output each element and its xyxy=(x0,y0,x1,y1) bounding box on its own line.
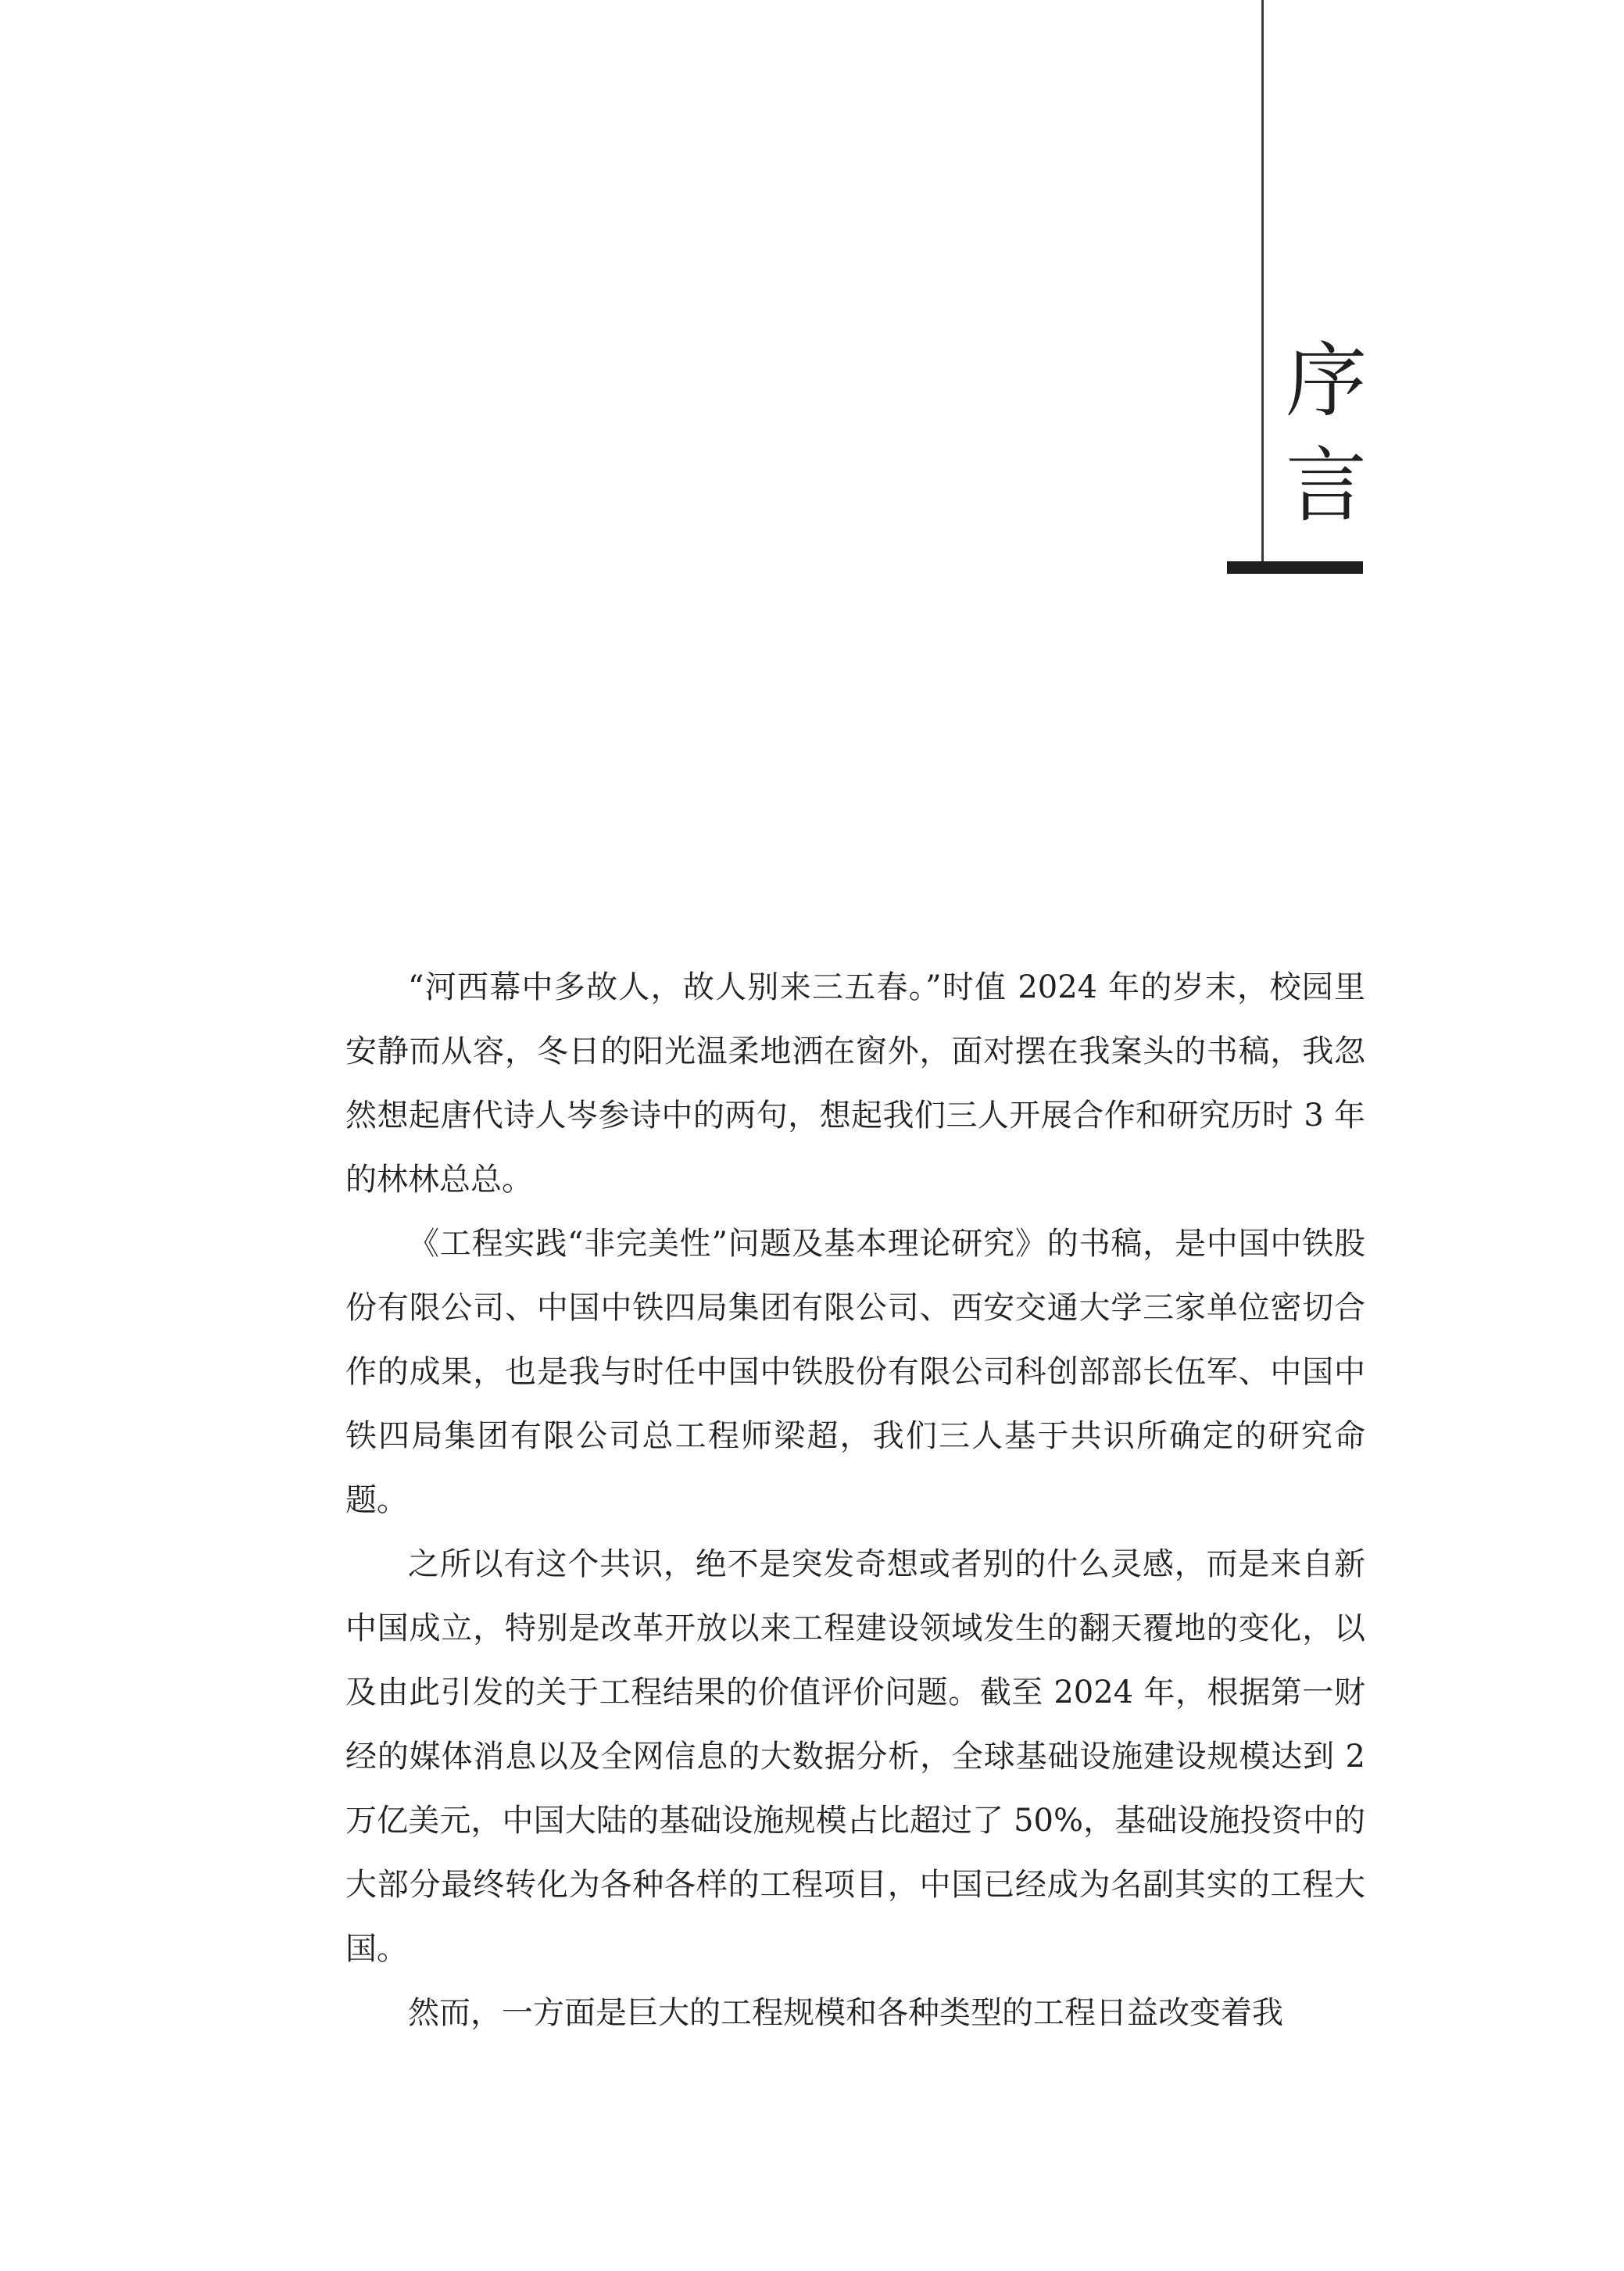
paragraph-2: 《工程实践“非完美性”问题及基本理论研究》的书稿，是中国中铁股份有限公司、中国中铁四局集团有限公司、西安交通大学三家单位密切合作的成果，也是我与时任中国中铁股份有限公司科创部部长伍军、中国中铁四局集团有限公司总工程师梁超，我们三人基于共识所确定的研究命题。 xyxy=(345,1226,1365,1518)
paragraph-3: 之所以有这个共识，绝不是突发奇想或者别的什么灵感，而是来自新中国成立，特别是改革开放以来工程建设领域发生的翻天覆地的变化，以及由此引发的关于工程结果的价值评价问题。截至 2024 年，根据第一财经的媒体消息以及全网信息的大数据分析，全球基础设施建设规模达到 2 万亿美元，中国大陆的基础设施规模占比超过了 50%，基础设施投资中的大部分最终转化为各种各样的工程项目，中国已经成为名副其实的工程大国。 xyxy=(345,1546,1365,1967)
heading-char-1: 序 xyxy=(1285,333,1367,428)
preface-body xyxy=(345,955,1365,2045)
chapter-heading xyxy=(1275,328,1377,538)
heading-underline-bar xyxy=(1227,561,1363,574)
vertical-rule xyxy=(1261,0,1264,561)
heading-char-2: 言 xyxy=(1285,438,1367,533)
paragraph-4: 然而，一方面是巨大的工程规模和各种类型的工程日益改变着我 xyxy=(408,1995,1283,2031)
paragraph-1: “河西幕中多故人，故人别来三五春。”时值 2024 年的岁末，校园里安静而从容，冬日的阳光温柔地洒在窗外，面对摆在我案头的书稿，我忽然想起唐代诗人岑参诗中的两句，想起我们三人开展合作和研究历时 3 年的林林总总。 xyxy=(345,969,1365,1198)
